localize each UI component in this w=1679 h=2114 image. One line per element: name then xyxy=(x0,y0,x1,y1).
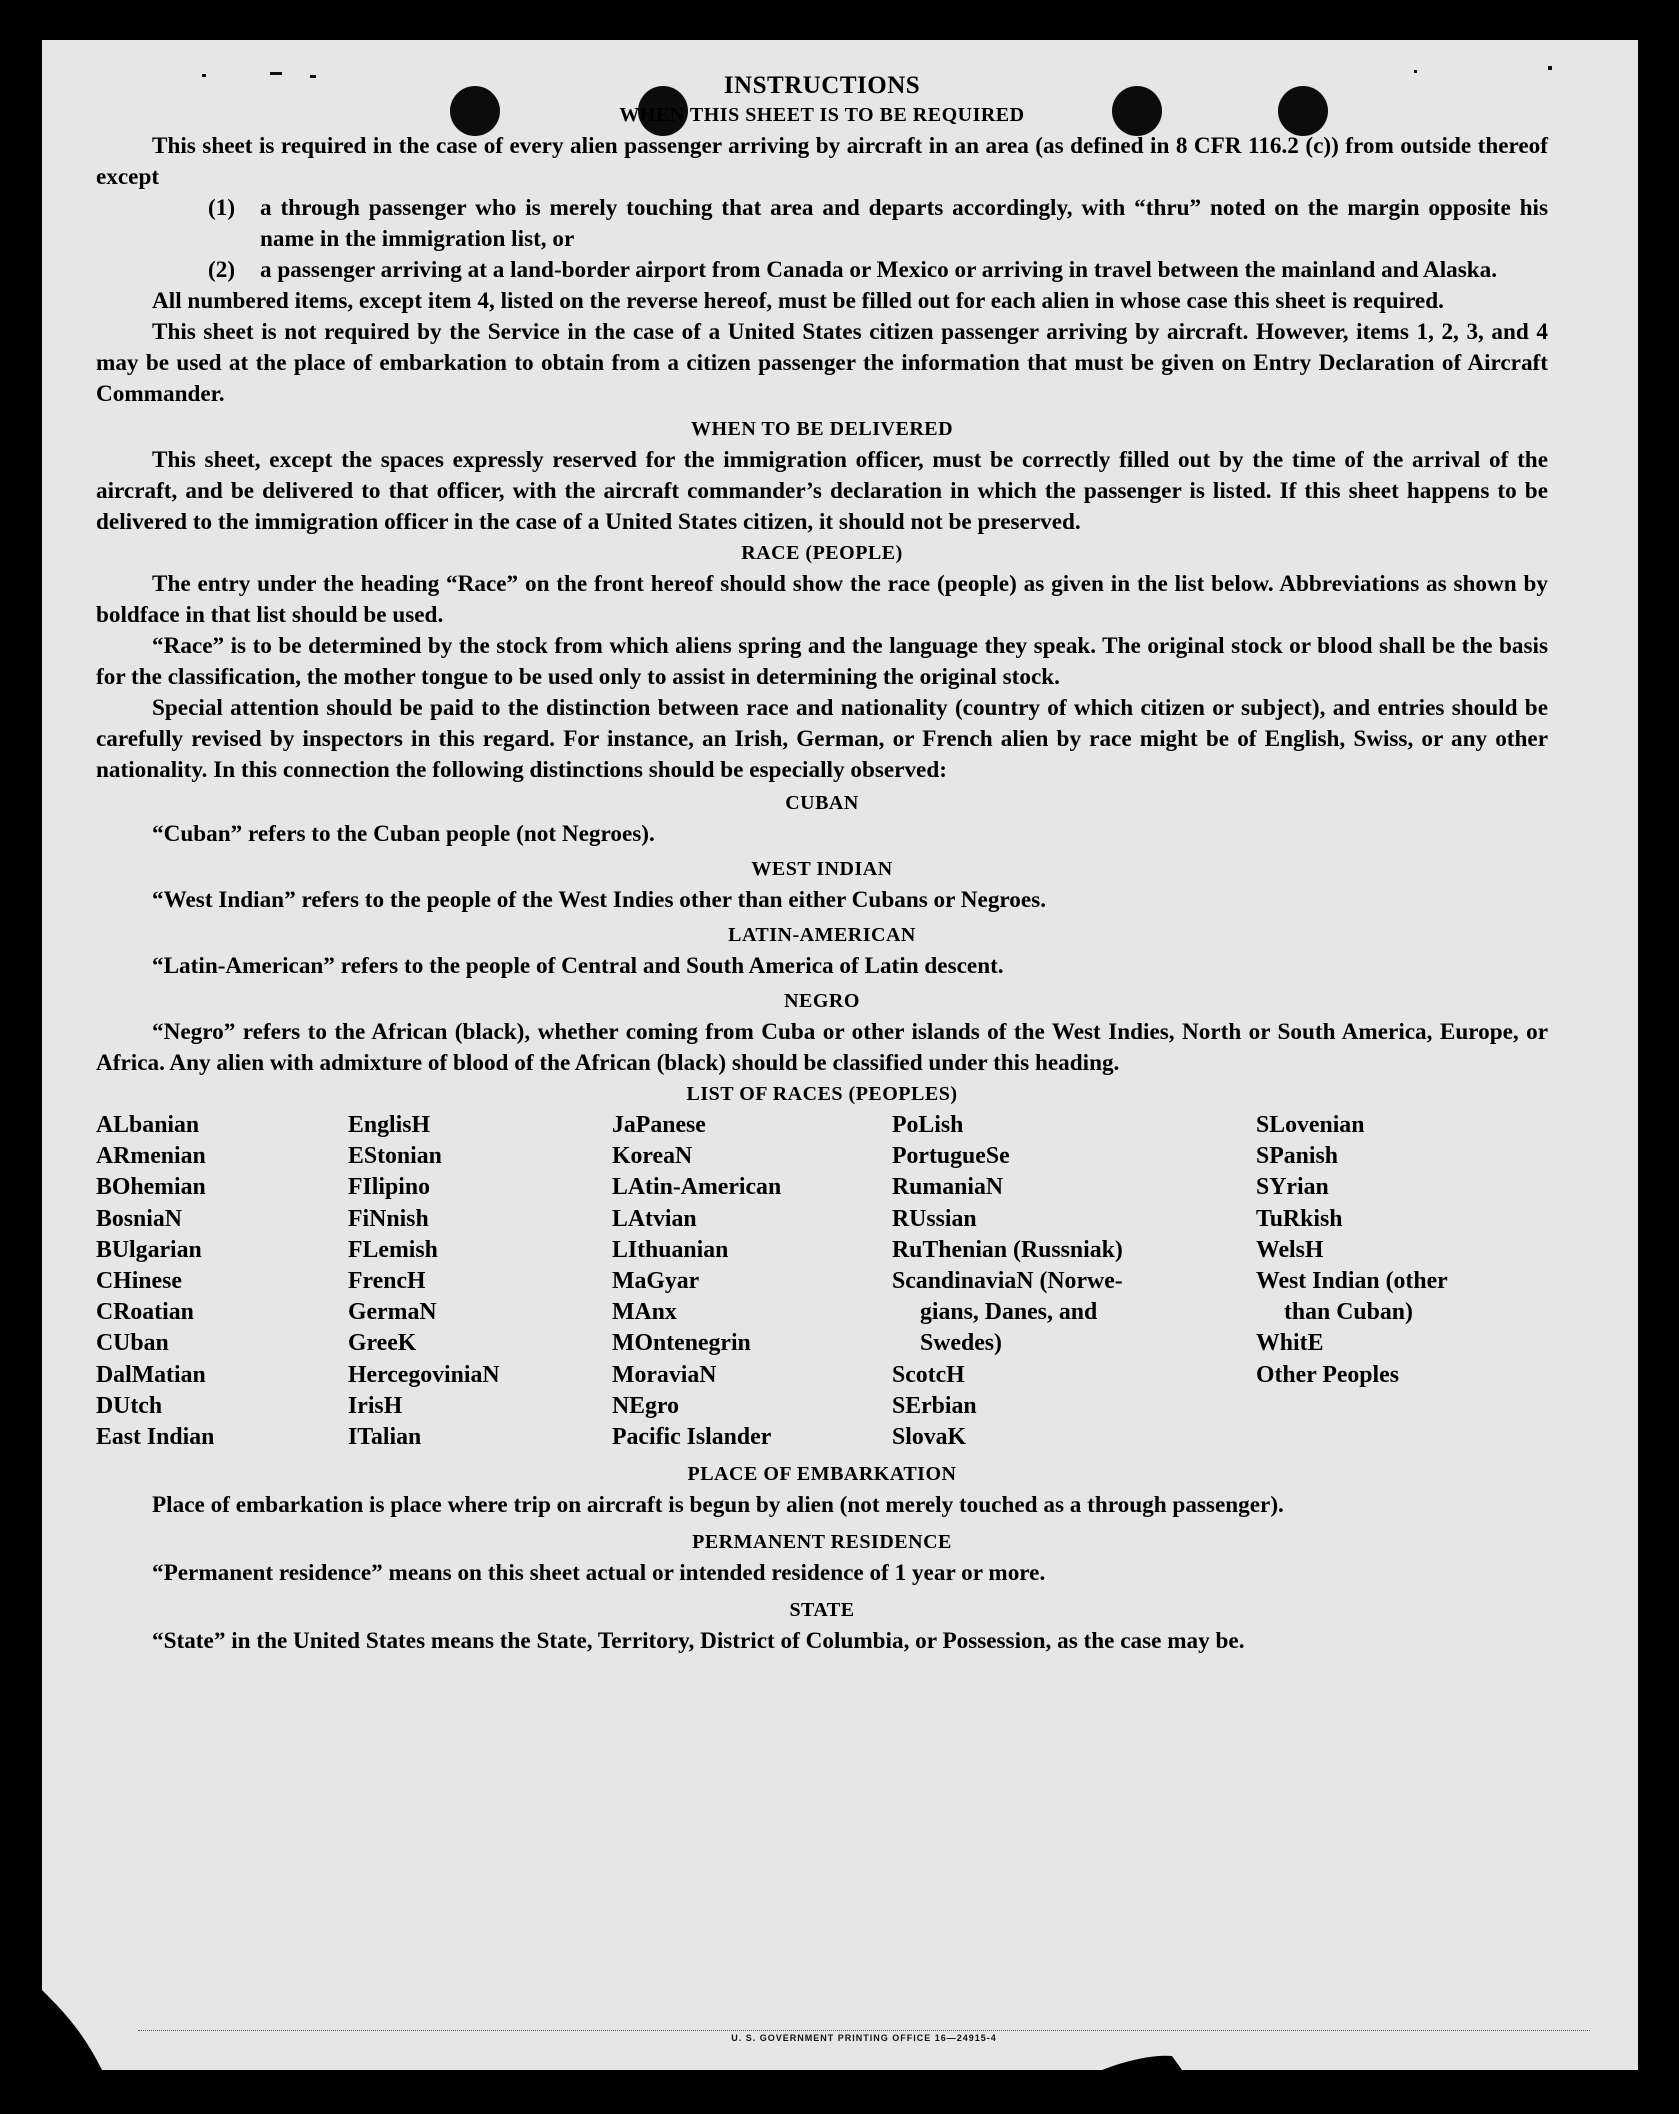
section-heading-permanent-residence: PERMANENT RESIDENCE xyxy=(692,1531,952,1554)
race-entry: MAnx xyxy=(612,1299,677,1326)
paragraph: The entry under the heading “Race” on the front hereof should show the race (people) as given in the list below. Abbreviations as shown by boldface in that list should be used. xyxy=(96,571,1548,628)
race-entry: ScotcH xyxy=(892,1361,965,1388)
race-entry: LAtin-American xyxy=(612,1174,782,1201)
section-heading-embarkation: PLACE OF EMBARKATION xyxy=(687,1463,957,1486)
race-entry: PortugueSe xyxy=(892,1143,1010,1170)
race-entry: FIlipino xyxy=(348,1174,430,1201)
race-entry: ScandinaviaN (Norwe- xyxy=(892,1268,1123,1295)
race-entry: WhitE xyxy=(1256,1330,1324,1357)
races-column xyxy=(1256,1110,1548,1453)
list-item xyxy=(208,193,1548,255)
race-entry: KoreaN xyxy=(612,1143,693,1170)
race-entry: MaGyar xyxy=(612,1268,700,1295)
race-entry: EStonian xyxy=(348,1143,442,1170)
race-entry: ITalian xyxy=(348,1424,422,1451)
race-entry: SLovenian xyxy=(1256,1112,1365,1138)
race-entry: East Indian xyxy=(96,1424,215,1451)
race-entry: SlovaK xyxy=(892,1424,967,1451)
item-text: a passenger arriving at a land-border airport from Canada or Mexico or arriving in travel between the mainland and Alaska. xyxy=(260,257,1498,283)
race-entry: WelsH xyxy=(1256,1236,1324,1263)
section-heading-race: RACE (PEOPLE) xyxy=(741,542,903,564)
races-column xyxy=(96,1110,348,1453)
paragraph: “West Indian” refers to the people of the West Indies other than either Cubans or Negroes. xyxy=(152,887,1047,913)
race-entry: GreeK xyxy=(348,1330,417,1357)
race-entry: FiNnish xyxy=(348,1205,429,1232)
race-entry: RuThenian (Russniak) xyxy=(892,1236,1123,1263)
list-item xyxy=(208,255,1548,286)
item-text: a through passenger who is merely touching that area and departs accordingly, with “thru” noted on the margin opposite his name in the immigration list, or xyxy=(260,195,1548,252)
race-entry: JaPanese xyxy=(612,1112,706,1138)
paragraph: “Negro” refers to the African (black), whether coming from Cuba or other islands of the West Indies, North or South America, Europe, or Africa. Any alien with admixture of blood of the African (black) should be classified under this heading. xyxy=(96,1019,1548,1076)
race-entry: Other Peoples xyxy=(1256,1361,1399,1388)
race-entry: EnglisH xyxy=(348,1112,430,1138)
section-heading-state: STATE xyxy=(789,1599,855,1622)
paragraph: This sheet is not required by the Service in the case of a United States citizen passenger arriving by aircraft. However, items 1, 2, 3, and 4 may be used at the place of embarkation to obtain from a citizen passenger the information that must be given on Entry Declaration of Aircraft Commander. xyxy=(96,319,1548,407)
race-entry: gians, Danes, and xyxy=(920,1299,1098,1326)
paragraph: Special attention should be paid to the distinction between race and nationality (country of which citizen or subject), and entries should be carefully revised by inspectors in this regard. For instance, an Irish, German, or French alien by race might be of English, Swiss, or any other nationality. In this connection the following distinctions should be especially observed: xyxy=(96,695,1548,783)
race-entry: GermaN xyxy=(348,1299,437,1326)
instructions-content xyxy=(96,72,1548,1657)
race-entry: ARmenian xyxy=(96,1143,206,1170)
paragraph: “Latin-American” refers to the people of Central and South America of Latin descent. xyxy=(152,953,1004,979)
race-entry: RumaniaN xyxy=(892,1174,1004,1201)
race-entry: BUlgarian xyxy=(96,1236,202,1263)
race-entry: IrisH xyxy=(348,1392,403,1419)
race-entry: DalMatian xyxy=(96,1361,206,1388)
section-heading-cuban: CUBAN xyxy=(785,792,859,814)
race-entry: BosniaN xyxy=(96,1205,182,1232)
race-entry: DUtch xyxy=(96,1392,163,1419)
section-heading-when-delivered: WHEN TO BE DELIVERED xyxy=(690,418,954,440)
paragraph: All numbered items, except item 4, listed on the reverse hereof, must be filled out for each alien in whose case this sheet is required. xyxy=(152,288,1444,314)
item-number: (2) xyxy=(208,257,236,283)
race-entry: SYrian xyxy=(1256,1174,1329,1201)
race-entry: ALbanian xyxy=(96,1112,200,1138)
race-entry: MoraviaN xyxy=(612,1361,717,1388)
paragraph: This sheet is required in the case of every alien passenger arriving by aircraft in an area (as defined in 8 CFR 116.2 (c)) from outside thereof except xyxy=(96,133,1548,190)
race-entry: RUssian xyxy=(892,1205,977,1232)
paragraph: This sheet, except the spaces expressly reserved for the immigration officer, must be correctly filled out by the time of the arrival of the aircraft, and be delivered to that officer, with the aircraft commander’s declaration in which the passenger is listed. If this sheet happens to be delivered to the immigration officer in the case of a United States citizen, it should not be preserved. xyxy=(96,447,1548,535)
races-column xyxy=(348,1110,612,1453)
race-entry: FrencH xyxy=(348,1268,426,1295)
page-title: INSTRUCTIONS xyxy=(723,72,921,99)
paragraph: “State” in the United States means the State, Territory, District of Columbia, or Possession, as the case may be. xyxy=(152,1628,1245,1655)
race-entry: West Indian (other xyxy=(1256,1268,1448,1295)
section-heading-west-indian: WEST INDIAN xyxy=(751,858,893,880)
race-entry: CHinese xyxy=(96,1268,182,1295)
race-entry: than Cuban) xyxy=(1284,1299,1413,1326)
section-heading-negro: NEGRO xyxy=(784,990,860,1012)
race-entry: BOhemian xyxy=(96,1174,206,1201)
torn-corner xyxy=(42,1950,1638,2070)
race-entry: SPanish xyxy=(1256,1143,1339,1170)
section-heading-latin-american: LATIN-AMERICAN xyxy=(728,924,916,946)
race-entry: NEgro xyxy=(612,1392,679,1419)
races-list xyxy=(96,1110,1548,1453)
item-number: (1) xyxy=(208,195,236,221)
printing-footer: U. S. GOVERNMENT PRINTING OFFICE 16—24915-4 xyxy=(138,2030,1590,2043)
race-entry: LIthuanian xyxy=(612,1236,729,1263)
paragraph: “Cuban” refers to the Cuban people (not Negroes). xyxy=(152,821,655,847)
race-entry: MOntenegrin xyxy=(612,1330,751,1357)
race-entry: CRoatian xyxy=(96,1299,194,1326)
race-entry: Swedes) xyxy=(920,1330,1002,1357)
section-heading-when-required: WHEN THIS SHEET IS TO BE REQUIRED xyxy=(619,104,1025,126)
race-entry: HercegoviniaN xyxy=(348,1361,500,1388)
section-heading-list-of-races: LIST OF RACES (PEOPLES) xyxy=(686,1083,958,1105)
race-entry: FLemish xyxy=(348,1236,438,1263)
race-entry: SErbian xyxy=(892,1392,977,1419)
races-column xyxy=(612,1110,892,1453)
race-entry: TuRkish xyxy=(1256,1205,1343,1232)
race-entry: Pacific Islander xyxy=(612,1424,772,1451)
race-entry: LAtvian xyxy=(612,1205,697,1232)
speck xyxy=(1548,66,1552,70)
paragraph: “Race” is to be determined by the stock from which aliens spring and the language they speak. The original stock or blood shall be the basis for the classification, the mother tongue to be used only to assist in determining the original stock. xyxy=(96,633,1548,690)
races-column xyxy=(892,1110,1256,1453)
paragraph: Place of embarkation is place where trip on aircraft is begun by alien (not merely touched as a through passenger). xyxy=(152,1492,1284,1519)
race-entry: CUban xyxy=(96,1330,169,1357)
race-entry: PoLish xyxy=(892,1112,964,1138)
paragraph: “Permanent residence” means on this sheet actual or intended residence of 1 year or more. xyxy=(152,1560,1046,1587)
